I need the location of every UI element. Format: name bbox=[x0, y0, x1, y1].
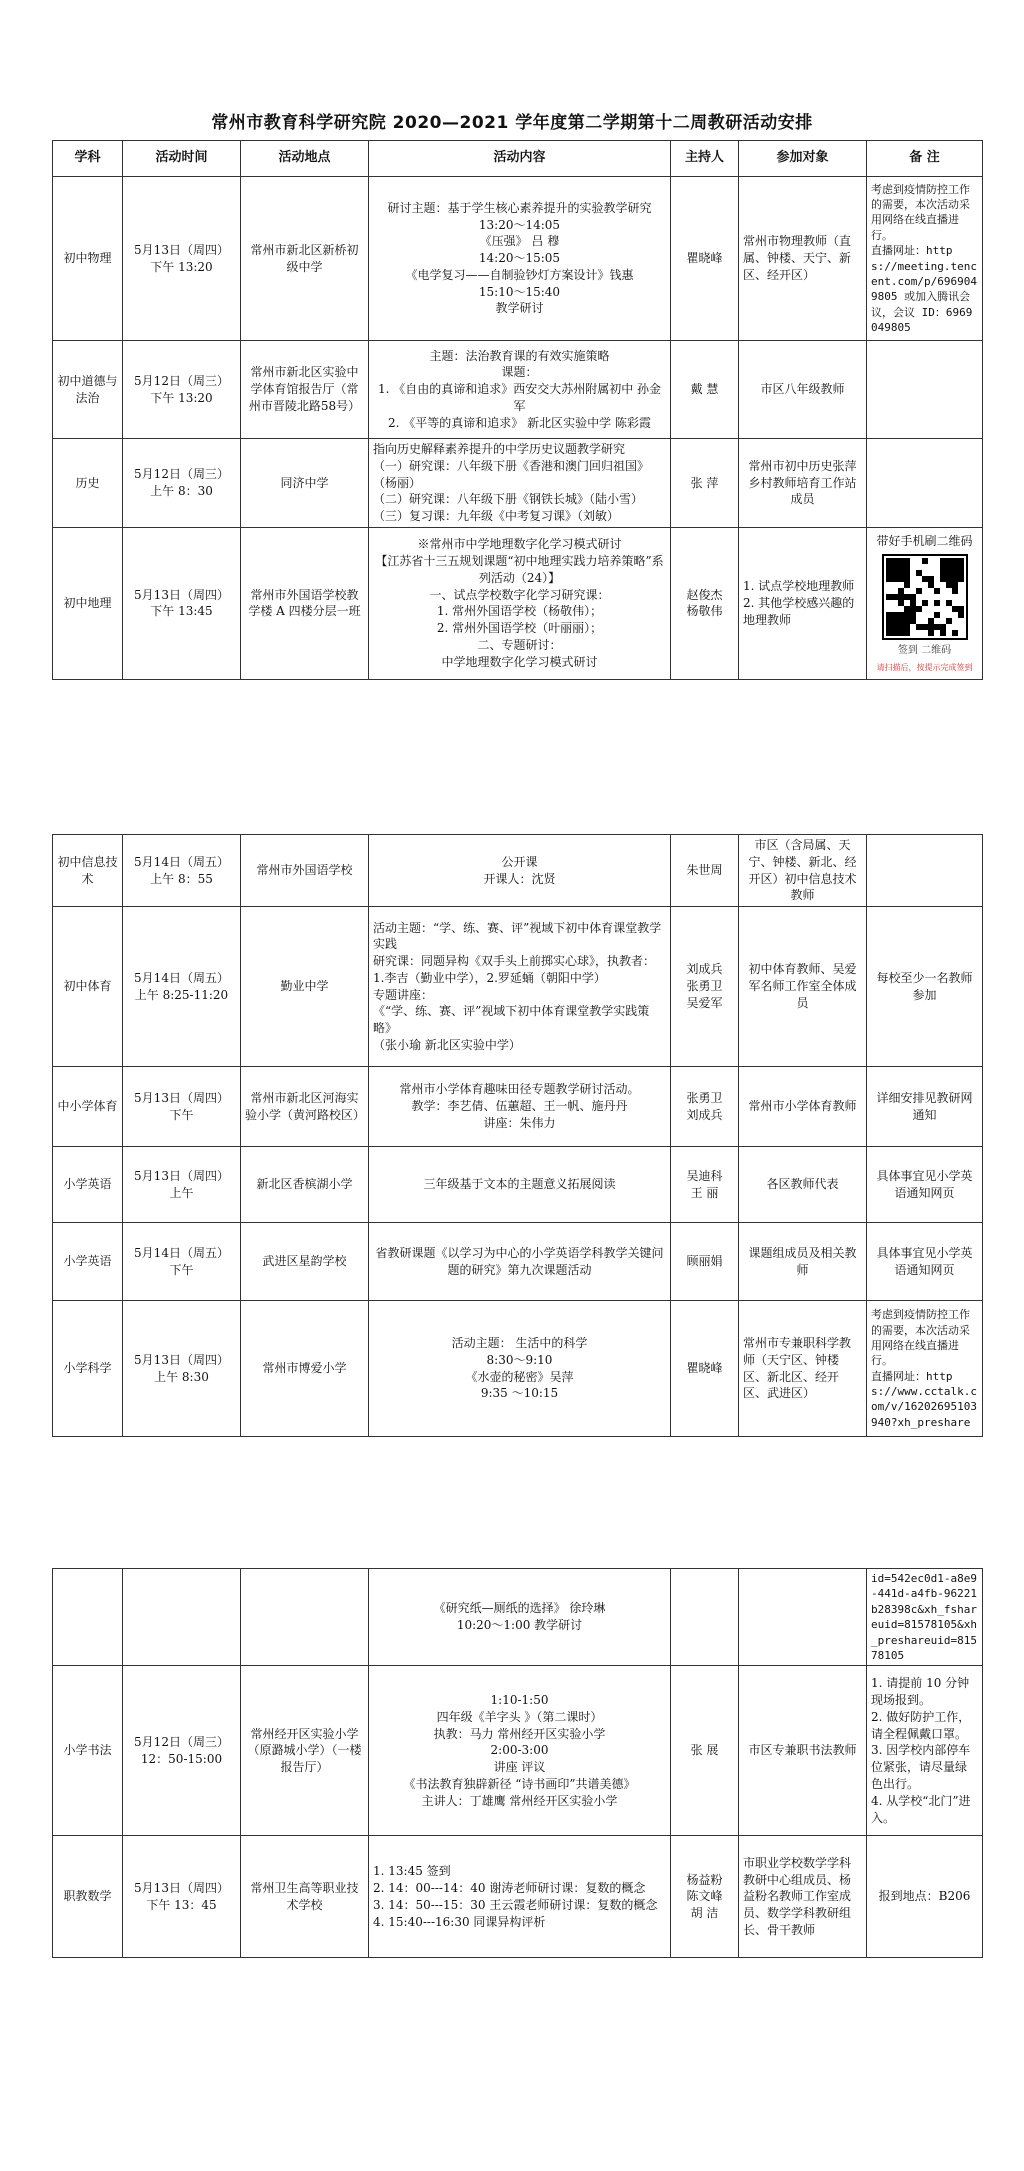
table-row bbox=[53, 439, 983, 528]
cell-notes: 具体事宜见小学英语通知网页 bbox=[867, 1147, 983, 1223]
cell-host: 瞿晓峰 bbox=[671, 1301, 739, 1437]
cell-content: 1. 13:45 签到 2. 14：00---14：40 谢涛老师研讨课：复数的概念 3. 14：50---15：30 王云霞老师研讨课：复数的概念 4. 15:40---16:30 同课异构评析 bbox=[369, 1836, 671, 1958]
cell-place: 常州市新北区新桥初级中学 bbox=[241, 177, 369, 341]
cell-content: 主题：法治教育课的有效实施策略 课题： 1. 《自由的真谛和追求》西安交大苏州附属初中 孙金军 2. 《平等的真谛和追求》 新北区实验中学 陈彩霞 bbox=[369, 341, 671, 439]
cell-notes bbox=[867, 341, 983, 439]
cell-participants: 常州市小学体育教师 bbox=[739, 1067, 867, 1147]
cell-content: 研讨主题：基于学生核心素养提升的实验教学研究 13:20～14:05 《压强》 吕 穆 14:20～15:05 《电学复习——自制验钞灯方案设计》钱惠 15:10～15:40 教学研讨 bbox=[369, 177, 671, 341]
cell-content: 活动主题： 生活中的科学 8:30～9:10 《水壶的秘密》吴萍 9:35 ～10:15 bbox=[369, 1301, 671, 1437]
header-host: 主持人 bbox=[671, 141, 739, 177]
cell-participants: 市区专兼职书法教师 bbox=[739, 1666, 867, 1836]
cell-time: 5月13日（周四） 下午 13:45 bbox=[123, 527, 241, 679]
cell-participants bbox=[739, 1569, 867, 1666]
qr-note: 带好手机刷二维码 bbox=[876, 534, 973, 549]
cell-content: 活动主题：“学、练、赛、评”视域下初中体育课堂教学实践 研究课：同题异构《双手头上前掷实心球》，执教者：1.李吉（勤业中学），2.罗延蛹（朝阳中学） 专题讲座： 《“学、练、赛、评”视域下初中体育课堂教学实践策略》 （张小瑜 新北区实验中学） bbox=[369, 907, 671, 1067]
cell-host: 朱世周 bbox=[671, 835, 739, 907]
cell-place bbox=[241, 1569, 369, 1666]
qr-small-note: 请扫描后，按提示完成签到 bbox=[876, 663, 973, 673]
cell-notes: 详细安排见教研网通知 bbox=[867, 1067, 983, 1147]
cell-notes: 1. 请提前 10 分钟现场报到。 2. 做好防护工作，请全程佩戴口罩。 3. 因学校内部停车位紧张，请尽量绿色出行。 4. 从学校“北门”进入。 bbox=[867, 1666, 983, 1836]
cell-subject: 小学书法 bbox=[53, 1666, 123, 1836]
cell-subject: 初中体育 bbox=[53, 907, 123, 1067]
table-row bbox=[53, 907, 983, 1067]
cell-notes bbox=[867, 527, 983, 679]
table-row bbox=[53, 1836, 983, 1958]
cell-subject: 小学英语 bbox=[53, 1223, 123, 1301]
qr-code-icon[interactable] bbox=[882, 554, 968, 640]
cell-notes: 报到地点：B206 bbox=[867, 1836, 983, 1958]
cell-notes bbox=[867, 835, 983, 907]
table-row bbox=[53, 527, 983, 679]
cell-time bbox=[123, 1569, 241, 1666]
cell-time: 5月13日（周四） 下午 13:20 bbox=[123, 177, 241, 341]
cell-participants: 市职业学校数学学科教研中心组成员、杨益粉名教师工作室成员、数学学科教研组长、骨干教师 bbox=[739, 1836, 867, 1958]
cell-time: 5月12日（周三） 下午 13:20 bbox=[123, 341, 241, 439]
cell-host: 吴迪科 王 丽 bbox=[671, 1147, 739, 1223]
cell-content: 指向历史解释素养提升的中学历史议题教学研究 （一）研究课：八年级下册《香港和澳门回归祖国》（杨丽） （二）研究课：八年级下册《钢铁长城》（陆小雪） （三）复习课：九年级《中考复习课》（刘敏） bbox=[369, 439, 671, 528]
cell-subject: 初中道德与法治 bbox=[53, 341, 123, 439]
cell-participants: 课题组成员及相关教师 bbox=[739, 1223, 867, 1301]
cell-subject: 初中信息技术 bbox=[53, 835, 123, 907]
cell-host: 戴 慧 bbox=[671, 341, 739, 439]
header-time: 活动时间 bbox=[123, 141, 241, 177]
cell-time: 5月13日（周四） 上午 8:30 bbox=[123, 1301, 241, 1437]
cell-time: 5月12日（周三） 12：50-15:00 bbox=[123, 1666, 241, 1836]
cell-time: 5月14日（周五） 上午 8：55 bbox=[123, 835, 241, 907]
table-row bbox=[53, 1067, 983, 1147]
cell-notes: 考虑到疫情防控工作的需要，本次活动采用网络在线直播进行。 直播网址：https://www.cctalk.com/v/16202695103940?xh_preshare bbox=[867, 1301, 983, 1437]
cell-host: 张勇卫 刘成兵 bbox=[671, 1067, 739, 1147]
cell-time: 5月13日（周四） 上午 bbox=[123, 1147, 241, 1223]
cell-notes: id=542ec0d1-a8e9-441d-a4fb-96221b28398c&xh_fshareuid=81578105&xh_preshareuid=81578105 bbox=[867, 1569, 983, 1666]
cell-host: 张 展 bbox=[671, 1666, 739, 1836]
cell-notes: 每校至少一名教师参加 bbox=[867, 907, 983, 1067]
cell-participants: 市区（含局属、天宁、钟楼、新北、经开区）初中信息技术教师 bbox=[739, 835, 867, 907]
cell-participants: 常州市物理教师（直属、钟楼、天宁、新区、经开区） bbox=[739, 177, 867, 341]
cell-subject: 小学科学 bbox=[53, 1301, 123, 1437]
cell-place: 常州卫生高等职业技术学校 bbox=[241, 1836, 369, 1958]
table-row bbox=[53, 1666, 983, 1836]
cell-place: 常州市博爱小学 bbox=[241, 1301, 369, 1437]
cell-subject: 初中物理 bbox=[53, 177, 123, 341]
header-content: 活动内容 bbox=[369, 141, 671, 177]
cell-participants: 常州市初中历史张萍乡村教师培育工作站成员 bbox=[739, 439, 867, 528]
cell-content: 省教研课题《以学习为中心的小学英语学科教学关键问题的研究》第九次课题活动 bbox=[369, 1223, 671, 1301]
cell-place: 常州市外国语学校教学楼 A 四楼分层一班 bbox=[241, 527, 369, 679]
cell-place: 新北区香槟湖小学 bbox=[241, 1147, 369, 1223]
cell-subject: 初中地理 bbox=[53, 527, 123, 679]
cell-time: 5月13日（周四） 下午 13：45 bbox=[123, 1836, 241, 1958]
header-participants: 参加对象 bbox=[739, 141, 867, 177]
cell-participants: 初中体育教师、吴爱军名师工作室全体成员 bbox=[739, 907, 867, 1067]
cell-subject: 中小学体育 bbox=[53, 1067, 123, 1147]
cell-place: 常州市新北区河海实验小学（黄河路校区） bbox=[241, 1067, 369, 1147]
table-row bbox=[53, 1147, 983, 1223]
cell-content: ※常州市中学地理数字化学习模式研讨 【江苏省十三五规划课题“初中地理实践力培养策略”系列活动（24）】 一、试点学校数字化学习研究课： 1. 常州外国语学校（杨敬伟）； 2. 常州外国语学校（叶丽丽）； 二、专题研讨： 中学地理数字化学习模式研讨 bbox=[369, 527, 671, 679]
cell-participants: 1. 试点学校地理教师 2. 其他学校感兴趣的地理教师 bbox=[739, 527, 867, 679]
header-notes: 备 注 bbox=[867, 141, 983, 177]
cell-host: 顾丽娟 bbox=[671, 1223, 739, 1301]
table-row bbox=[53, 177, 983, 341]
cell-host: 刘成兵 张勇卫 吴爱军 bbox=[671, 907, 739, 1067]
cell-participants: 市区八年级教师 bbox=[739, 341, 867, 439]
cell-place: 常州市外国语学校 bbox=[241, 835, 369, 907]
table-row bbox=[53, 341, 983, 439]
page-title: 常州市教育科学研究院 2020—2021 学年度第二学期第十二周教研活动安排 bbox=[211, 113, 813, 133]
cell-place: 常州市新北区实验中学体育馆报告厅（常州市晋陵北路58号） bbox=[241, 341, 369, 439]
cell-participants: 各区教师代表 bbox=[739, 1147, 867, 1223]
table-row bbox=[53, 1223, 983, 1301]
cell-notes: 考虑到疫情防控工作的需要，本次活动采用网络在线直播进行。 直播网址：https://meeting.tencent.com/p/6969049805 或加入腾讯会议，会议 ID：6969049805 bbox=[867, 177, 983, 341]
cell-subject: 职教数学 bbox=[53, 1836, 123, 1958]
cell-time: 5月13日（周四） 下午 bbox=[123, 1067, 241, 1147]
cell-content: 三年级基于文本的主题意义拓展阅读 bbox=[369, 1147, 671, 1223]
schedule-table-2 bbox=[52, 834, 983, 1437]
header-place: 活动地点 bbox=[241, 141, 369, 177]
cell-content: 1:10-1:50 四年级《羊字头 》（第二课时） 执教：马力 常州经开区实验小学 2:00-3:00 讲座 评议 《书法教育独辟新径 “诗书画印”共谱美德》 主讲人：丁雄鹰 常州经开区实验小学 bbox=[369, 1666, 671, 1836]
schedule-table-1 bbox=[52, 140, 983, 680]
cell-host: 赵俊杰 杨敬伟 bbox=[671, 527, 739, 679]
cell-subject: 历史 bbox=[53, 439, 123, 528]
header-subject: 学科 bbox=[53, 141, 123, 177]
cell-place: 常州经开区实验小学（原潞城小学）（一楼报告厅） bbox=[241, 1666, 369, 1836]
table-row bbox=[53, 1569, 983, 1666]
cell-participants: 常州市专兼职科学教师（天宁区、钟楼区、新北区、经开区、武进区） bbox=[739, 1301, 867, 1437]
cell-notes: 具体事宜见小学英语通知网页 bbox=[867, 1223, 983, 1301]
cell-content: 公开课 开课人：沈贤 bbox=[369, 835, 671, 907]
table-row bbox=[53, 1301, 983, 1437]
cell-host: 杨益粉 陈文峰 胡 洁 bbox=[671, 1836, 739, 1958]
cell-host bbox=[671, 1569, 739, 1666]
table-row bbox=[53, 835, 983, 907]
cell-place: 同济中学 bbox=[241, 439, 369, 528]
cell-place: 武进区星韵学校 bbox=[241, 1223, 369, 1301]
cell-notes bbox=[867, 439, 983, 528]
cell-time: 5月14日（周五） 上午 8:25-11:20 bbox=[123, 907, 241, 1067]
cell-host: 张 萍 bbox=[671, 439, 739, 528]
cell-time: 5月12日（周三） 上午 8：30 bbox=[123, 439, 241, 528]
cell-content: 《研究纸—厕纸的选择》 徐玲琳 10:20～1:00 教学研讨 bbox=[369, 1569, 671, 1666]
cell-host: 瞿晓峰 bbox=[671, 177, 739, 341]
cell-subject bbox=[53, 1569, 123, 1666]
cell-place: 勤业中学 bbox=[241, 907, 369, 1067]
qr-caption: 签到 二维码 bbox=[897, 645, 952, 657]
schedule-table-3 bbox=[52, 1568, 983, 1958]
cell-subject: 小学英语 bbox=[53, 1147, 123, 1223]
cell-time: 5月14日（周五） 下午 bbox=[123, 1223, 241, 1301]
table-header-row bbox=[53, 141, 983, 177]
cell-content: 常州市小学体育趣味田径专题教学研讨活动。 教学：李艺倩、伍蕙超、王一帆、施丹丹 讲座：朱伟力 bbox=[369, 1067, 671, 1147]
